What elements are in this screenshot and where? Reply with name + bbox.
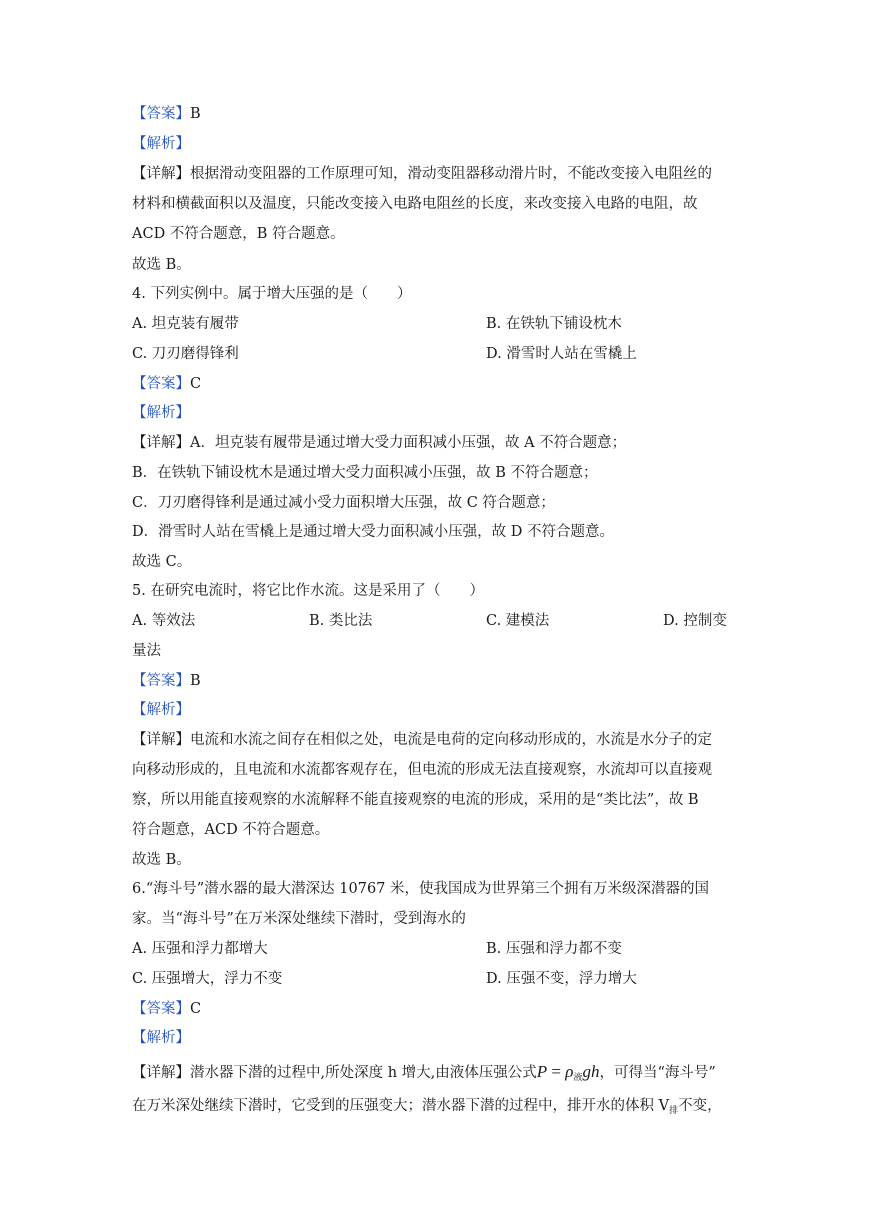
answer-tag: 【答案】 — [132, 376, 190, 392]
q6-detail-line-2 — [132, 1096, 722, 1121]
q3-conclusion: 故选 B。 — [132, 257, 191, 273]
q5-option-d: D. 控制变 — [663, 613, 727, 629]
q5-detail-line-1 — [132, 730, 712, 750]
analysis-tag: 【解析】 — [132, 702, 190, 718]
q4-analysis-line — [132, 403, 190, 423]
q5-option-c: C. 建模法 — [486, 613, 550, 629]
analysis-tag: 【解析】 — [132, 136, 190, 152]
detail-tag: 【详解】 — [132, 732, 190, 748]
q6-option-a: A. 压强和浮力都增大 — [132, 941, 268, 957]
q3-analysis-line — [132, 134, 190, 154]
q5-analysis-line — [132, 700, 190, 720]
q4-detail-text-1: A．坦克装有履带是通过增大受力面积减小压强，故 A 不符合题意； — [190, 435, 627, 451]
q5-option-a: A. 等效法 — [132, 613, 196, 629]
q6-detail-pre: 潜水器下潜的过程中,所处深度 h 增大,由液体压强公式 — [190, 1065, 537, 1081]
q5-detail-text-1: 电流和水流之间存在相似之处，电流是电荷的定向移动形成的，水流是水分子的定 — [190, 732, 712, 748]
q6-option-c: C. 压强增大，浮力不变 — [132, 971, 283, 987]
q4-detail-line-4: D．滑雪时人站在雪橇上是通过增大受力面积减小压强，故 D 不符合题意。 — [132, 524, 614, 540]
q5-detail-line-2: 向移动形成的，且电流和水流都客观存在，但电流的形成无法直接观察，水流却可以直接观 — [132, 762, 712, 778]
analysis-tag: 【解析】 — [132, 405, 190, 421]
pressure-formula — [537, 1062, 600, 1081]
formula-eq: = — [547, 1062, 566, 1081]
answer-tag: 【答案】 — [132, 106, 190, 122]
q5-option-b: B. 类比法 — [309, 613, 373, 629]
q6-detail-line2-pre: 在万米深处继续下潜时，它受到的压强变大；潜水器下潜的过程中，排开水的体积 V — [132, 1098, 670, 1114]
q3-detail-line-3: ACD 不符合题意，B 符合题意。 — [132, 226, 345, 242]
q4-detail-line-2: B．在铁轨下铺设枕木是通过增大受力面积减小压强，故 B 不符合题意； — [132, 465, 598, 481]
q5-conclusion: 故选 B。 — [132, 852, 191, 868]
q5-detail-line-4: 符合题意，ACD 不符合题意。 — [132, 822, 330, 838]
q4-option-a: A. 坦克装有履带 — [132, 316, 239, 332]
formula-rho: ρ — [565, 1062, 574, 1081]
q6-detail-line2-sub: 排 — [669, 1106, 679, 1116]
q4-option-d: D. 滑雪时人站在雪橇上 — [486, 346, 637, 362]
q3-detail-line-2: 材料和横截面积以及温度，只能改变接入电路电阻丝的长度，来改变接入电路的电阻，故 — [132, 196, 698, 212]
answer-tag: 【答案】 — [132, 673, 190, 689]
q4-conclusion: 故选 C。 — [132, 554, 192, 570]
q6-analysis-line — [132, 1028, 190, 1048]
q4-question: 4. 下列实例中。属于增大压强的是（ ） — [132, 286, 412, 302]
q4-option-c: C. 刀刃磨得锋利 — [132, 346, 239, 362]
q6-answer: C — [190, 1001, 202, 1017]
formula-sub: 液 — [573, 1072, 583, 1082]
q4-detail-line-3: C．刀刃磨得锋利是通过减小受力面积增大压强，故 C 符合题意； — [132, 495, 555, 511]
q4-detail-line-1 — [132, 433, 626, 453]
detail-tag: 【详解】 — [132, 1065, 190, 1081]
q4-answer-line — [132, 374, 201, 394]
q3-answer: B — [190, 106, 201, 122]
q4-answer: C — [190, 376, 202, 392]
q6-option-b: B. 压强和浮力都不变 — [486, 941, 622, 957]
q5-detail-line-3: 察，所以用能直接观察的水流解释不能直接观察的电流的形成，采用的是“类比法”，故 B — [132, 792, 699, 808]
q4-option-b: B. 在铁轨下铺设枕木 — [486, 316, 622, 332]
q6-question-line-1: 6.“海斗号”潜水器的最大潜深达 10767 米，使我国成为世界第三个拥有万米级深潜器的国 — [132, 881, 710, 897]
q6-detail-line2-post: 不变， — [678, 1098, 722, 1114]
q6-answer-line — [132, 999, 201, 1019]
q6-option-d: D. 压强不变，浮力增大 — [486, 971, 637, 987]
detail-tag: 【详解】 — [132, 166, 190, 182]
analysis-tag: 【解析】 — [132, 1030, 190, 1046]
q6-detail-line-1 — [132, 1062, 716, 1087]
q3-detail-text-1: 根据滑动变阻器的工作原理可知，滑动变阻器移动滑片时，不能改变接入电阻丝的 — [190, 166, 712, 182]
detail-tag: 【详解】 — [132, 435, 190, 451]
q5-option-wrap: 量法 — [132, 643, 161, 659]
q6-detail-post: ，可得当“海斗号” — [599, 1065, 716, 1081]
q5-question: 5. 在研究电流时，将它比作水流。这是采用了（ ） — [132, 583, 484, 599]
q5-answer-line — [132, 671, 201, 691]
formula-p: P — [536, 1062, 548, 1081]
q6-question-line-2: 家。当“海斗号”在万米深处继续下潜时，受到海水的 — [132, 911, 466, 927]
answer-tag: 【答案】 — [132, 1001, 190, 1017]
q3-detail-line-1 — [132, 164, 712, 184]
formula-gh: gh — [582, 1062, 600, 1081]
q5-answer: B — [190, 673, 201, 689]
q3-answer-line — [132, 104, 201, 124]
